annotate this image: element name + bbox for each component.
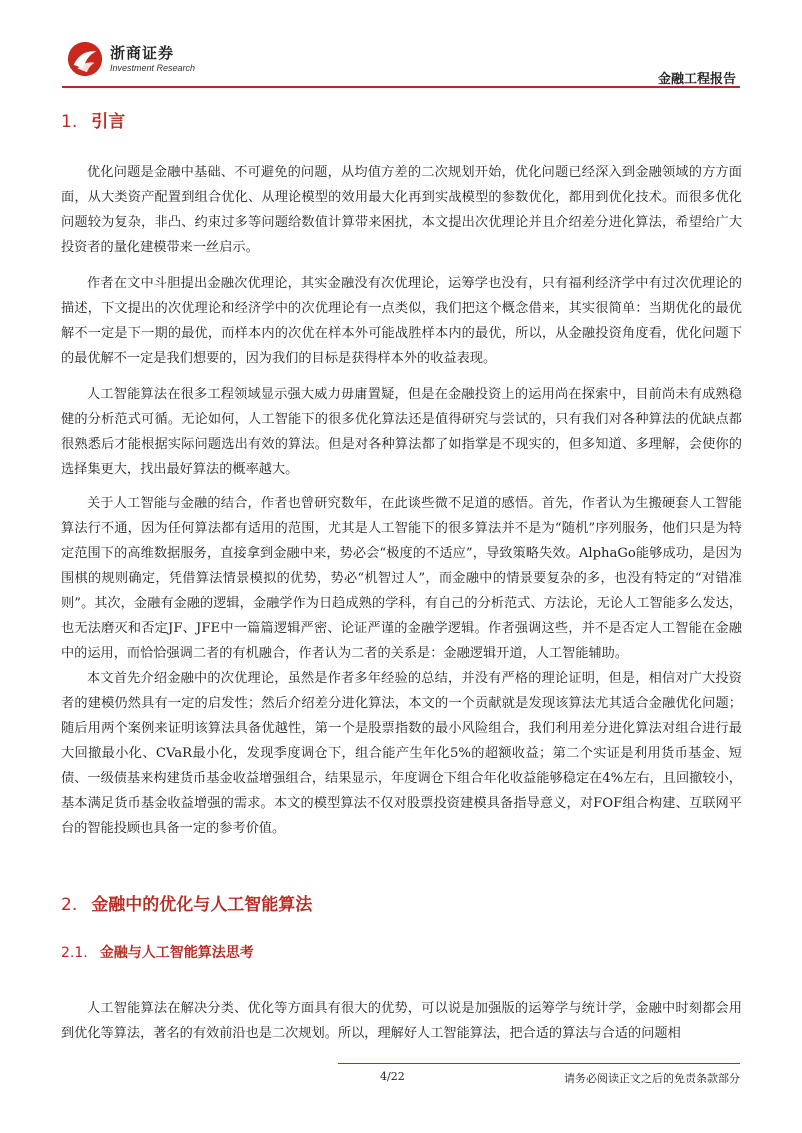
- header-divider: [62, 86, 740, 88]
- subsection-number: 2.1.: [61, 945, 88, 961]
- paragraph-2: 作者在文中斗胆提出金融次优理论，其实金融没有次优理论，运筹学也没有，只有福利经济学中有过次优理论的描述，下文提出的次优理论和经济学中的次优理论有一点类似，我们把这个概念借来，其实很简单：当期优化的最优解不一定是下一期的最优，而样本内的次优在样本外可能战胜样本内的最优，所以，从金融投资角度看，优化问题下的最优解不一定是我们想要的，因为我们的目标是获得样本外的收益表现。: [61, 276, 742, 366]
- subsection-title: 金融与人工智能算法思考: [99, 945, 254, 961]
- section-heading-1: [61, 107, 125, 132]
- section-heading-2: [61, 890, 312, 915]
- paragraph-3: 人工智能算法在很多工程领域显示强大威力毋庸置疑，但是在金融投资上的运用尚在探索中，目前尚未有成熟稳健的分析范式可循。无论如何，人工智能下的很多优化算法还是值得研究与尝试的，只有我们对各种算法的优缺点都很熟悉后才能根据实际问题选出有效的算法。但是对各种算法都了如指掌是不现实的，但多知道、多理解，会使你的选择集更大，找出最好算法的概率越大。: [61, 387, 742, 477]
- section-number: 1.: [61, 112, 78, 132]
- subsection-heading-2-1: [61, 942, 254, 962]
- paragraph-6: 人工智能算法在解决分类、优化等方面具有很大的优势，可以说是加强版的运筹学与统计学，金融中时刻都会用到优化等算法，著名的有效前沿也是二次规划。所以，理解好人工智能算法，把合适的算法与合适的问题相: [61, 1001, 742, 1041]
- section-number: 2.: [61, 895, 78, 915]
- page-number: 4/22: [380, 1070, 405, 1083]
- company-name-cn: 浙商证券: [110, 44, 175, 62]
- company-name-en: Investment Research: [110, 63, 196, 73]
- section-title: 引言: [91, 112, 126, 132]
- paragraph-5: 本文首先介绍金融中的次优理论，虽然是作者多年经验的总结，并没有严格的理论证明，但是，相信对广大投资者的建模仍然具有一定的启发性；然后介绍差分进化算法，本文的一个贡献就是发现该算法尤其适合金融优化问题；随后用两个案例来证明该算法具备优越性，第一个是股票指数的最小风险组合，我们利用差分进化算法对组合进行最大回撤最小化、CVaR最小化，发现季度调仓下，组合能产生年化5%的超额收益；第二个实证是利用货币基金、短债、一级债基来构建货币基金收益增强组合，结果显示，年度调仓下组合年化收益能够稳定在4%左右，且回撤较小，基本满足货币基金收益增强的需求。本文的模型算法不仅对股票投资建模具备指导意义，对FOF组合构建、互联网平台的智能投顾也具备一定的参考价值。: [61, 671, 742, 836]
- section-title: 金融中的优化与人工智能算法: [91, 895, 313, 915]
- paragraph-1: 优化问题是金融中基础、不可避免的问题，从均值方差的二次规划开始，优化问题已经深入到金融领域的方方面面，从大类资产配置到组合优化、从理论模型的效用最大化再到实战模型的参数优化，都用到优化技术。而很多优化问题较为复杂，非凸、约束过多等问题给数值计算带来困扰，本文提出次优理论并且介绍差分进化算法，希望给广大投资者的量化建模带来一丝启示。: [61, 165, 742, 255]
- footer-disclaimer: 请务必阅读正文之后的免责条款部分: [564, 1072, 740, 1085]
- zheshang-logo-icon: [66, 40, 104, 78]
- paragraph-4: 关于人工智能与金融的结合，作者也曾研究数年，在此谈些微不足道的感悟。首先，作者认为生搬硬套人工智能算法行不通，因为任何算法都有适用的范围，尤其是人工智能下的很多算法并不是为“随机”序列服务，他们只是为特定范围下的高维数据服务，直接拿到金融中来，势必会“极度的不适应”，导致策略失效。AlphaGo能够成功，是因为围棋的规则确定，凭借算法情景模拟的优势，势必“机智过人”，而金融中的情景要复杂的多，也没有特定的“对错准则”。其次，金融有金融的逻辑，金融学作为日趋成熟的学科，有自己的分析范式、方法论，无论人工智能多么发达，也无法磨灭和否定JF、JFE中一篇篇逻辑严密、论证严谨的金融学逻辑。作者强调这些，并不是否定人工智能在金融中的运用，而恰恰强调二者的有机融合，作者认为二者的关系是：金融逻辑开道，人工智能辅助。: [61, 496, 742, 661]
- footer-divider: [338, 1063, 740, 1064]
- page-header: [0, 0, 802, 90]
- report-type-label: 金融工程报告: [657, 72, 736, 87]
